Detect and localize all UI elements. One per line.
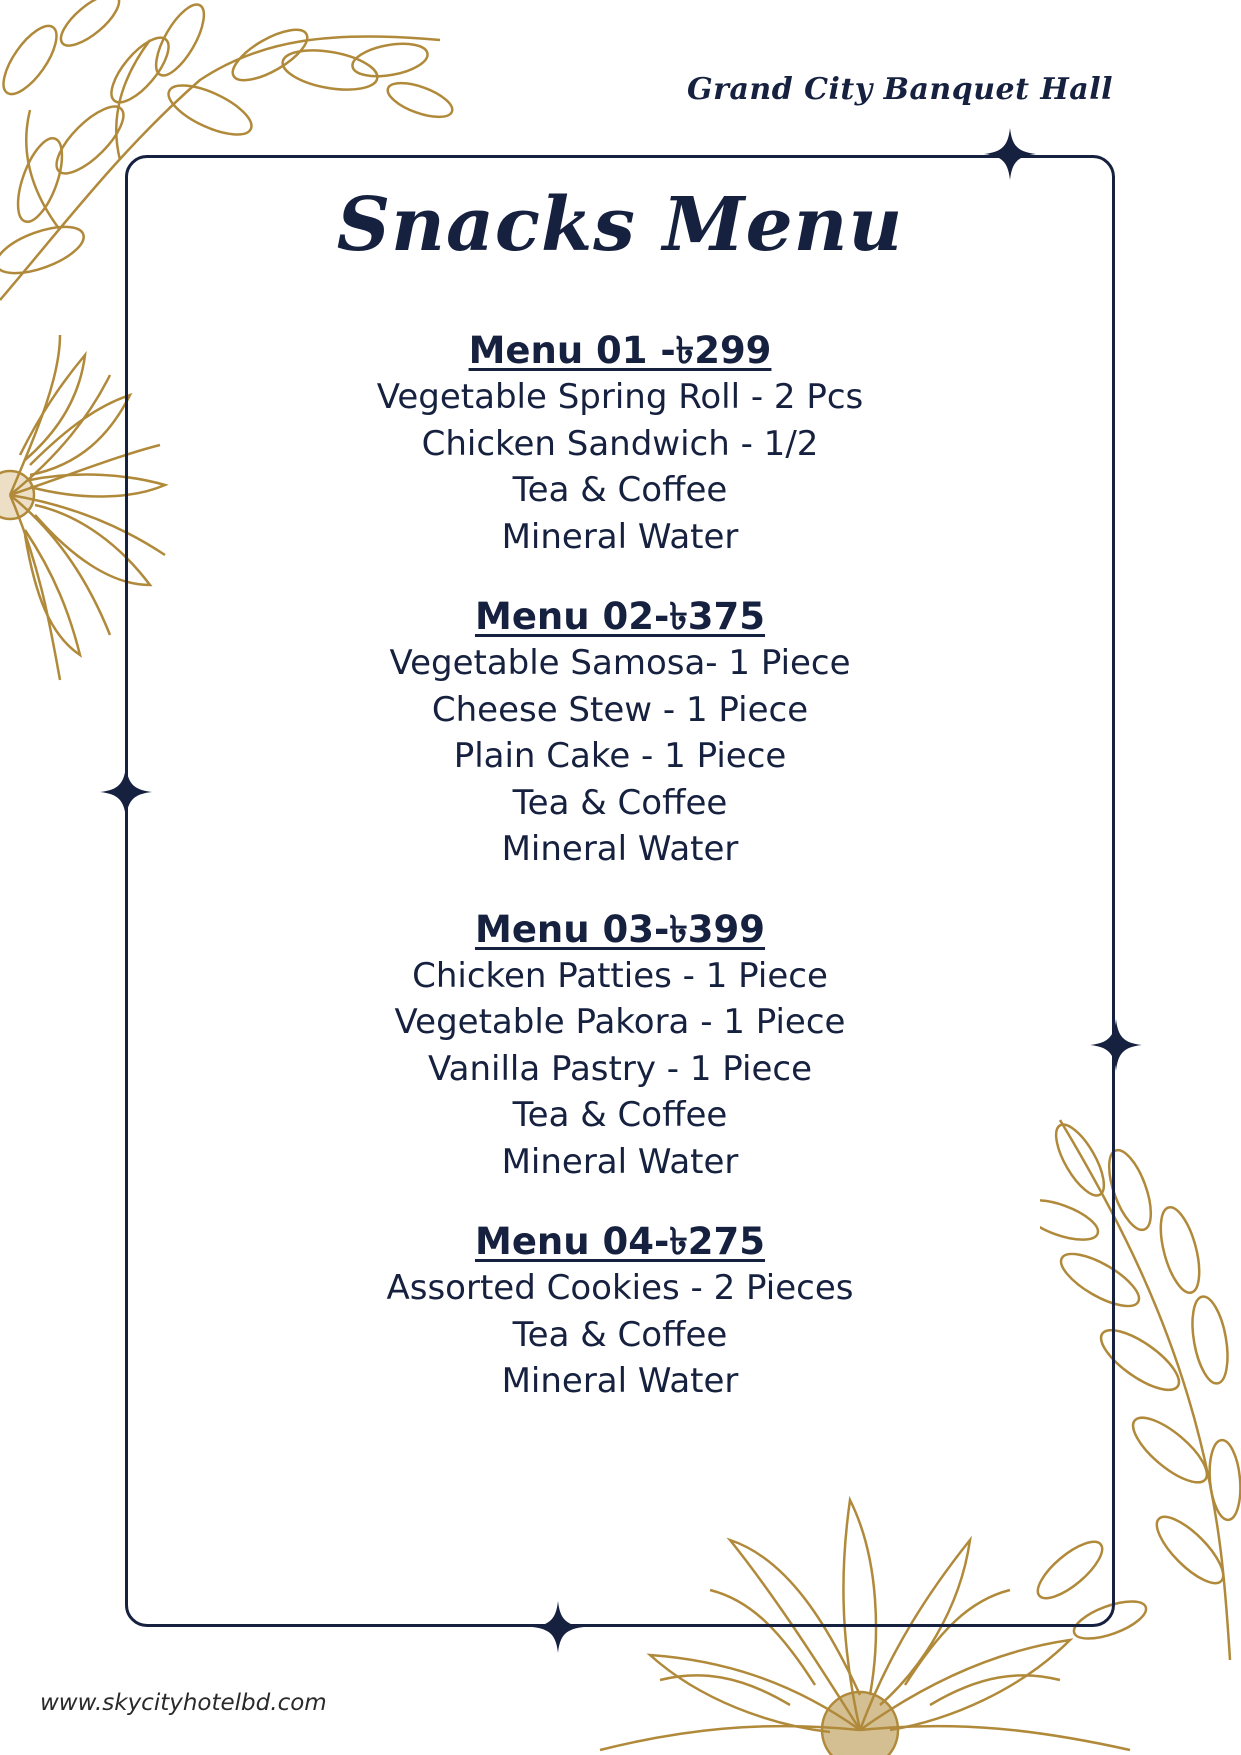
sparkle-star-icon-bottom: [532, 1601, 584, 1653]
menu-block-03: [125, 907, 1115, 1186]
menu-item: Vegetable Spring Roll - 2 Pcs: [376, 377, 864, 417]
menu-item: Tea & Coffee: [512, 782, 728, 823]
menu-item: Mineral Water: [501, 1361, 739, 1401]
page-title: Snacks Menu: [336, 182, 904, 268]
menu-list: [125, 328, 1115, 1439]
menu-item: Chicken Sandwich - 1/2: [421, 423, 819, 464]
menu-item: Plain Cake - 1 Piece: [453, 736, 787, 776]
menu-item: Vegetable Samosa- 1 Piece: [389, 643, 851, 683]
menu-item: Vanilla Pastry - 1 Piece: [428, 1048, 812, 1089]
menu-item: Cheese Stew - 1 Piece: [431, 689, 809, 730]
menu-item: Mineral Water: [501, 516, 739, 557]
website-link[interactable]: www.skycityhotelbd.com: [40, 1690, 327, 1716]
brand-name: Grand City Banquet Hall: [687, 72, 1113, 107]
menu-block-04: [125, 1219, 1115, 1405]
menu-item: Vegetable Pakora - 1 Piece: [394, 1002, 846, 1042]
menu-item: Assorted Cookies - 2 Pieces: [386, 1268, 854, 1308]
menu-item: Tea & Coffee: [512, 470, 728, 510]
menu-item: Tea & Coffee: [512, 1095, 728, 1135]
menu-block-02: [125, 594, 1115, 873]
menu-heading: Menu 02-৳375: [475, 595, 765, 638]
menu-item: Mineral Water: [501, 1141, 739, 1182]
menu-heading: Menu 01 -৳299: [468, 329, 772, 372]
menu-item: Mineral Water: [501, 829, 739, 869]
menu-item: Chicken Patties - 1 Piece: [412, 955, 828, 996]
menu-heading: Menu 04-৳275: [475, 1220, 765, 1263]
menu-item: Tea & Coffee: [512, 1314, 728, 1355]
sparkle-star-icon-top-right: [984, 128, 1036, 180]
menu-block-01: [125, 328, 1115, 560]
menu-heading: Menu 03-৳399: [475, 907, 765, 951]
